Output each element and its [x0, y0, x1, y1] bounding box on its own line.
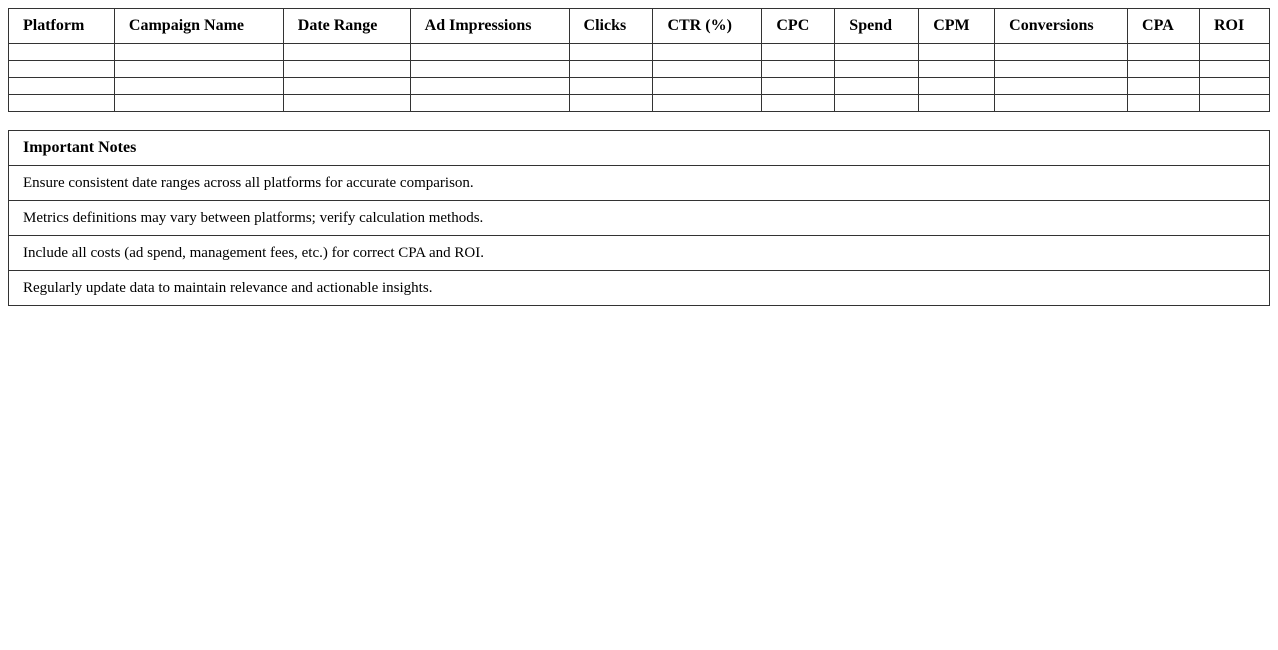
important-notes-table [8, 130, 1270, 306]
table-cell [410, 78, 569, 95]
note-row [9, 201, 1270, 236]
note-row [9, 271, 1270, 306]
note-row [9, 166, 1270, 201]
table-cell [1128, 95, 1200, 112]
column-header-spend: Spend [835, 9, 919, 44]
note-row [9, 236, 1270, 271]
table-row [9, 61, 1270, 78]
table-cell [283, 78, 410, 95]
table-cell [653, 78, 762, 95]
column-header-cpc: CPC [762, 9, 835, 44]
table-cell [995, 44, 1128, 61]
table-cell [1128, 44, 1200, 61]
table-cell [1199, 95, 1269, 112]
table-cell [114, 61, 283, 78]
table-cell [835, 95, 919, 112]
table-cell [762, 61, 835, 78]
table-header-row [9, 9, 1270, 44]
table-row [9, 95, 1270, 112]
table-cell [995, 95, 1128, 112]
table-cell [569, 44, 653, 61]
note-item: Regularly update data to maintain relevance and actionable insights. [9, 271, 1270, 306]
table-cell [569, 95, 653, 112]
table-cell [762, 95, 835, 112]
column-header-cpm: CPM [919, 9, 995, 44]
table-cell [1128, 61, 1200, 78]
table-cell [569, 78, 653, 95]
table-cell [762, 44, 835, 61]
table-cell [9, 95, 115, 112]
table-cell [919, 44, 995, 61]
note-item: Metrics definitions may vary between platforms; verify calculation methods. [9, 201, 1270, 236]
table-cell [410, 44, 569, 61]
table-cell [9, 44, 115, 61]
table-row [9, 78, 1270, 95]
column-header-ctr: CTR (%) [653, 9, 762, 44]
table-row [9, 44, 1270, 61]
table-cell [114, 44, 283, 61]
note-item: Ensure consistent date ranges across all platforms for accurate comparison. [9, 166, 1270, 201]
campaign-metrics-table [8, 8, 1270, 112]
table-cell [762, 78, 835, 95]
column-header-clicks: Clicks [569, 9, 653, 44]
table-cell [283, 44, 410, 61]
table-cell [1128, 78, 1200, 95]
column-header-platform: Platform [9, 9, 115, 44]
notes-title: Important Notes [9, 131, 1270, 166]
notes-header-row [9, 131, 1270, 166]
table-cell [835, 44, 919, 61]
column-header-campaign-name: Campaign Name [114, 9, 283, 44]
note-item: Include all costs (ad spend, management fees, etc.) for correct CPA and ROI. [9, 236, 1270, 271]
column-header-conversions: Conversions [995, 9, 1128, 44]
table-cell [283, 61, 410, 78]
column-header-ad-impressions: Ad Impressions [410, 9, 569, 44]
table-cell [835, 78, 919, 95]
table-cell [114, 78, 283, 95]
table-cell [995, 61, 1128, 78]
table-cell [283, 95, 410, 112]
table-cell [919, 78, 995, 95]
column-header-roi: ROI [1199, 9, 1269, 44]
table-cell [653, 95, 762, 112]
table-cell [1199, 44, 1269, 61]
table-cell [1199, 78, 1269, 95]
table-cell [9, 78, 115, 95]
column-header-cpa: CPA [1128, 9, 1200, 44]
table-cell [919, 61, 995, 78]
table-cell [410, 61, 569, 78]
table-cell [919, 95, 995, 112]
table-cell [653, 61, 762, 78]
table-cell [1199, 61, 1269, 78]
column-header-date-range: Date Range [283, 9, 410, 44]
table-cell [653, 44, 762, 61]
table-cell [114, 95, 283, 112]
table-cell [995, 78, 1128, 95]
table-cell [835, 61, 919, 78]
table-cell [9, 61, 115, 78]
table-cell [569, 61, 653, 78]
table-cell [410, 95, 569, 112]
